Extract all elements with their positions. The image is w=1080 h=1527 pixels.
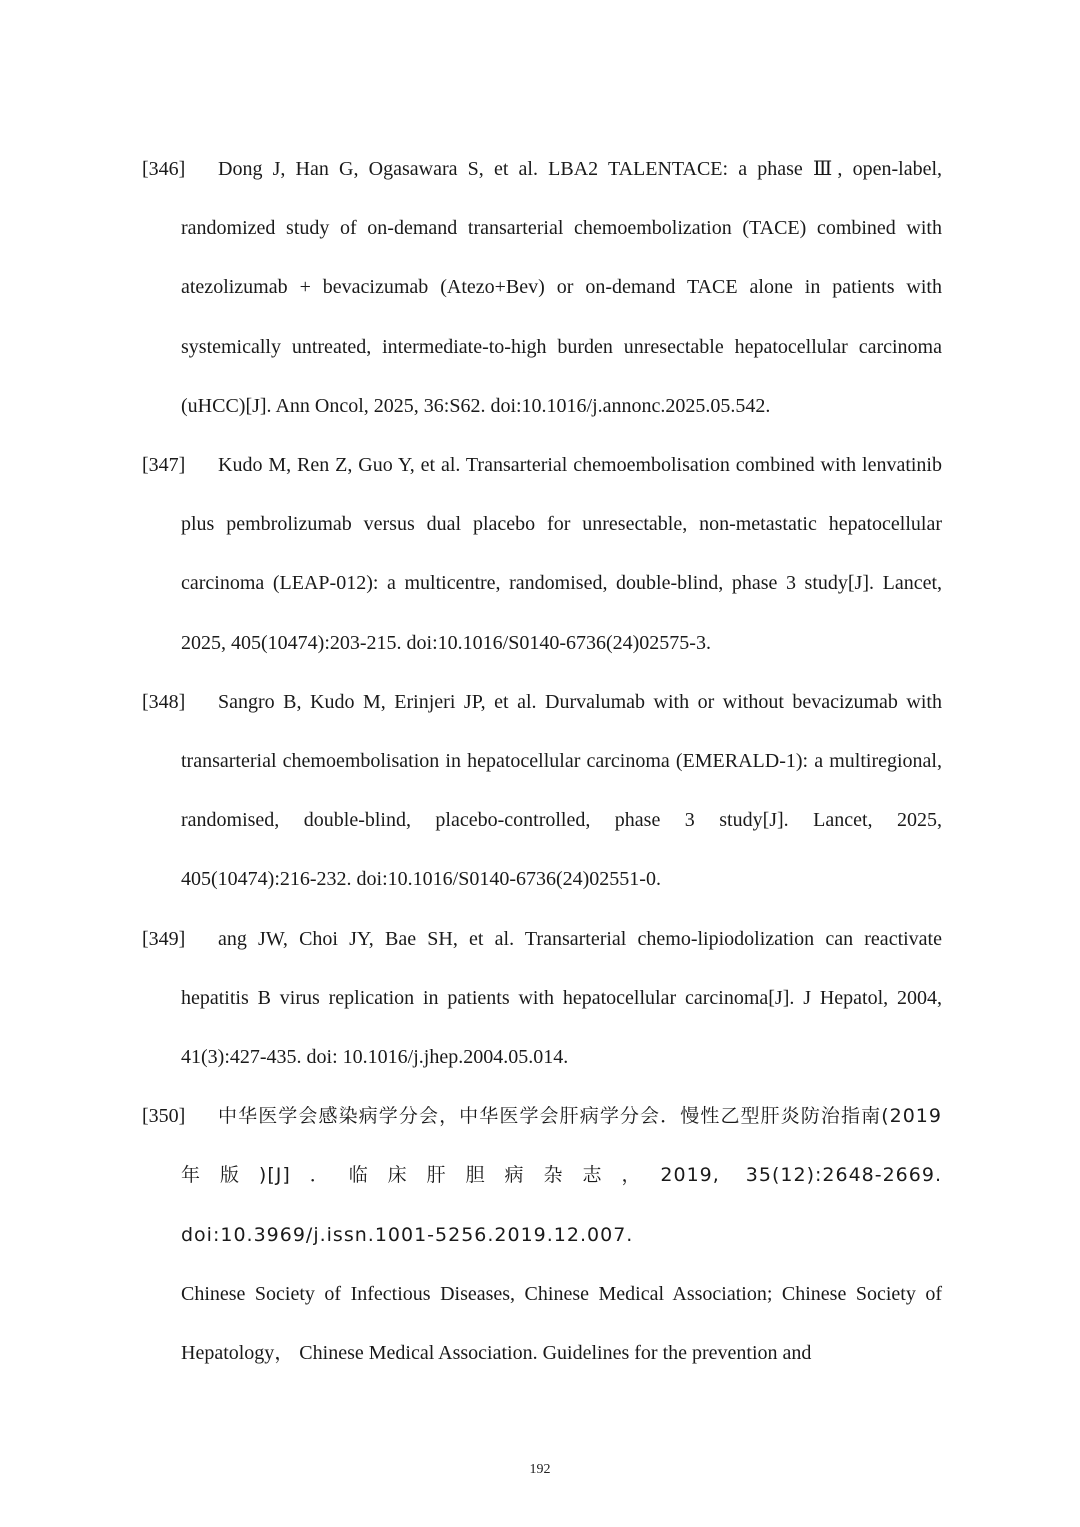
reference-item bbox=[142, 910, 942, 1088]
reference-item bbox=[142, 140, 942, 436]
page-number: 192 bbox=[529, 1462, 551, 1477]
reference-list bbox=[142, 140, 942, 1383]
reference-number: [350] bbox=[142, 1105, 186, 1128]
reference-text: Sangro B, Kudo M, Erinjeri JP, et al. Durvalumab with or without bevacizumab with transarterial chemoembolisation in hepatocellular carcinoma (EMERALD-1): a multiregional, randomised, double-blind, placebo-controlled, phase 3 study[J]. Lancet, 2025, 405(10474):216-232. doi:10.1016/S0140-6736(24)02551-0. bbox=[181, 690, 942, 891]
reference-number: [348] bbox=[142, 690, 186, 713]
reference-text: Kudo M, Ren Z, Guo Y, et al. Transarterial chemoembolisation combined with lenvatinib plus pembrolizumab versus dual placebo for unresectable, non-metastatic hepatocellular carcinoma (LEAP-012): a multicentre, randomised, double-blind, phase 3 study[J]. Lancet, 2025, 405(10474):203-215. doi:10.1016/S0140-6736(24)02575-3. bbox=[181, 454, 942, 654]
reference-item bbox=[142, 673, 942, 910]
reference-text-english: Chinese Society of Infectious Diseases, Chinese Medical Association; Chinese Society of Hepatology， Chinese Medical Association. Guidelines for the prevention and bbox=[181, 1282, 942, 1365]
reference-number: [347] bbox=[142, 454, 186, 477]
reference-number: [349] bbox=[142, 927, 186, 950]
reference-item bbox=[142, 1087, 942, 1383]
reference-text-chinese: 中华医学会感染病学分会，中华医学会肝病学分会．慢性乙型肝炎防治指南(2019 年版)[J]．临床肝胆病杂志，2019, 35(12):2648-2669. doi:10.3969/j.issn.1001-5256.2019.12.007. bbox=[181, 1105, 942, 1246]
reference-item bbox=[142, 436, 942, 673]
reference-number: [346] bbox=[142, 158, 186, 180]
reference-text: Dong J, Han G, Ogasawara S, et al. LBA2 TALENTACE: a phase Ⅲ, open-label, randomized study of on-demand transarterial chemoembolization (TACE) combined with atezolizumab + bevacizumab (Atezo+Bev) or on-demand TACE alone in patients with systemically untreated, intermediate-to-high burden unresectable hepatocellular carcinoma (uHCC)[J]. Ann Oncol, 2025, 36:S62. doi:10.1016/j.annonc.2025.05.542. bbox=[181, 158, 942, 417]
reference-text: ang JW, Choi JY, Bae SH, et al. Transarterial chemo-lipiodolization can reactivate hepatitis B virus replication in patients with hepatocellular carcinoma[J]. J Hepatol, 2004, 41(3):427-435. doi: 10.1016/j.jhep.2004.05.014. bbox=[181, 927, 942, 1069]
